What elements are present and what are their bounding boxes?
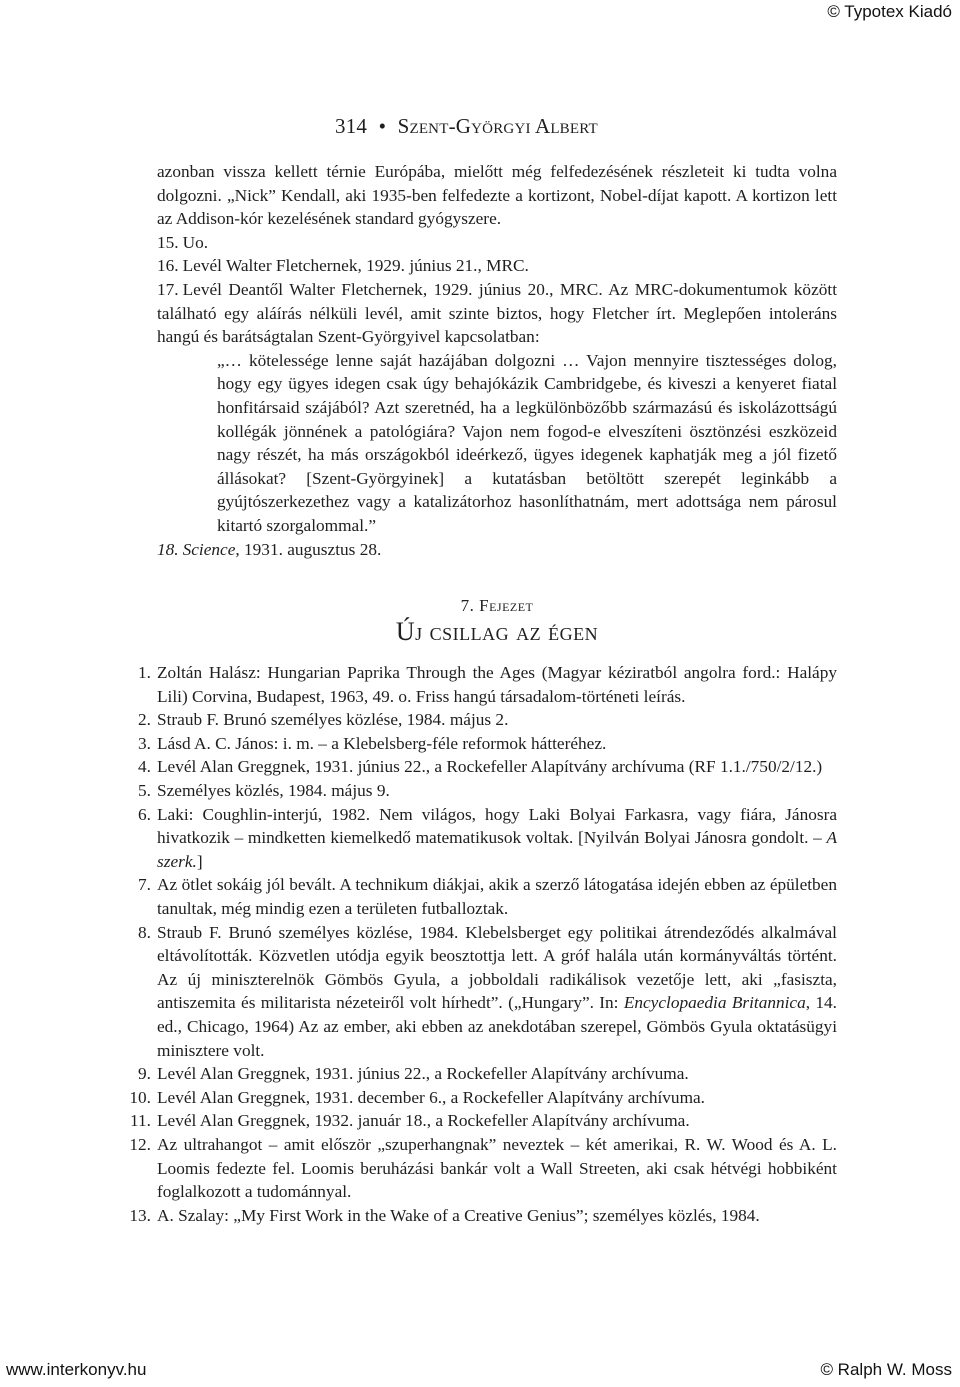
author-copyright: © Ralph W. Moss <box>820 1360 952 1379</box>
note-text: Levél Walter Fletchernek, 1929. június 21., MRC. <box>182 256 529 276</box>
note-italic: A szerk. <box>157 828 837 871</box>
note-text: Levél Alan Greggnek, 1932. január 18., a Rockefeller Alapítvány archívuma. <box>157 1111 690 1131</box>
note-16 <box>157 254 837 278</box>
note-source: Science <box>182 539 236 559</box>
list-item <box>129 1204 837 1228</box>
running-head <box>335 114 598 139</box>
note-number: 16. <box>157 256 179 276</box>
note-17 <box>157 278 837 349</box>
note-text: Straub F. Brunó személyes közlése, 1984. Klebelsberget egy politikai átrendeződés alkalmával eltávolították. Közvetlen utódja egyik beosztottja lett. A gróf halála után kormányváltás történt. Az új miniszterelnök Gömbös Gyula, a jobboldali radikálisok vezetője lett, aki „fasiszta, antiszemita és militarista nézeteiről volt hírhedt”. („Hungary”. In: <box>157 922 837 1013</box>
publisher-watermark: © Typotex Kiadó <box>827 2 952 21</box>
list-item <box>138 661 837 708</box>
block-quote: „… kötelessége lenne saját hazájában dolgozni … Vajon mennyire tisztességes dolog, hogy egy ügyes idegen csak úgy behajókázik Cambridgebe, és kiveszi a kenyeret fiatal honfitársaid szájából? Azt szeretnéd, ha a legkülönbözőbb származású és iskolázottságú kollégák jönnének a patológiára? Vajon nem fogod-e elveszíteni ösztönzési eszközeid nagy részét, ha más országokból ideérkező, ügyes idegenek kaphatják meg a jól fizető állásokat? [Szent-Györgyinek] a kutatásban betöltött szerepét leginkább a gyújtószerkezethez vagy a katalizátorhoz hasonlíthatnám, mert adottsága nem párosul kitartó szorgalommal.” <box>217 350 837 535</box>
chapter-title: Új csillag az égen <box>395 617 599 647</box>
note-15 <box>157 231 837 255</box>
note-text: Laki: Coughlin-interjú, 1982. Nem világos, hogy Laki Bolyai Farkasra, vagy fiára, Jánosra hivatkozik – mindketten kiemelkedő matematikusok voltak. [Nyilván Bolyai Jánosra gondolt. – <box>157 804 837 848</box>
page-body <box>129 160 837 1227</box>
note-number: 7. <box>138 875 151 895</box>
chapter-heading <box>157 595 837 647</box>
list-item <box>138 921 837 1063</box>
list-item <box>138 708 837 732</box>
note-18 <box>157 538 837 562</box>
note-italic: Encyclopaedia Britannica <box>623 993 806 1013</box>
note-text: A. Szalay: „My First Work in the Wake of a Creative Genius”; személyes közlés, 1984. <box>157 1205 760 1225</box>
list-item <box>138 732 837 756</box>
website-link[interactable]: www.interkonyv.hu <box>6 1360 147 1379</box>
note-number: 15. <box>157 232 179 252</box>
note-text: Levél Alan Greggnek, 1931. december 6., a Rockefeller Alapítvány archívuma. <box>157 1087 705 1107</box>
note-text: Levél Alan Greggnek, 1931. június 22., a Rockefeller Alapítvány archívuma (RF 1.1./750/2/12.) <box>157 757 823 777</box>
chapter-number: 7. Fejezet <box>460 596 534 616</box>
list-item <box>138 873 837 920</box>
note-text: Zoltán Halász: Hungarian Paprika Through the Ages (Magyar kéziratból angolra ford.: Halápy Lili) Corvina, Budapest, 1963, 49. o. Friss hangú társadalom-történeti leírás. <box>157 663 837 706</box>
note-number: 11. <box>130 1111 151 1131</box>
note-number: 13. <box>129 1205 151 1225</box>
note-number: 10. <box>129 1087 151 1107</box>
list-item <box>129 1086 837 1110</box>
note-number: 3. <box>138 733 151 753</box>
list-item <box>138 1062 837 1086</box>
note-number: 2. <box>138 710 151 730</box>
previous-chapter-notes <box>157 231 837 278</box>
note-text: Uo. <box>182 232 209 252</box>
note-number: 9. <box>138 1064 151 1084</box>
note-number: 4. <box>138 757 151 777</box>
list-item <box>138 803 837 874</box>
note-text-end: , 14. ed., Chicago, 1964) Az az ember, aki ebben az anekdotában szerepel, Gömbös Gyula oktatásügyi minisztere volt. <box>157 993 837 1060</box>
note-text: Straub F. Brunó személyes közlése, 1984. május 2. <box>157 710 509 730</box>
note-number: 17. <box>157 279 179 299</box>
note-number: 1. <box>138 663 151 683</box>
page-number: 314 <box>335 114 368 138</box>
note-text: Levél Deantől Walter Fletchernek, 1929. június 20., MRC. Az MRC-dokumentumok között található egy aláírás nélküli levél, amit szinte biztos, hogy Fletcher írt. Meglepően intoleráns hangú és barátságtalan Szent-Györgyivel kapcsolatban: <box>157 279 837 347</box>
note-text: Az ultrahangot – amit először „szuperhangnak” neveztek – két amerikai, R. W. Wood és A. L. Loomis fedezte fel. Loomis beruházási bankár volt a Wall Streeten, aki csak hétvégi hobbiként foglalkozott a tudománnyal. <box>157 1134 837 1202</box>
note-number: 6. <box>138 804 151 824</box>
note-number: 8. <box>138 922 151 942</box>
note-text-end: ] <box>196 851 203 871</box>
note-text: Személyes közlés, 1984. május 9. <box>157 781 390 801</box>
note-text: , 1931. augusztus 28. <box>235 539 382 559</box>
note-number: 12. <box>129 1134 151 1154</box>
list-item <box>138 755 837 779</box>
note-text: Lásd A. C. János: i. m. – a Klebelsberg-féle reformok hátteréhez. <box>157 733 607 753</box>
list-item <box>130 1109 837 1133</box>
list-item <box>138 779 837 803</box>
note-text: Az ötlet sokáig jól bevált. A technikum diákjai, akik a szerző látogatása idején ebben az épületben tanultak, még mindig ezen a területen futballoztak. <box>157 875 837 919</box>
chapter-notes-list <box>129 661 837 1227</box>
bullet-separator: • <box>378 114 387 138</box>
note-number: 5. <box>138 781 151 801</box>
note-text: Levél Alan Greggnek, 1931. június 22., a Rockefeller Alapítvány archívuma. <box>157 1064 689 1084</box>
note-number: 18. <box>157 539 179 559</box>
list-item <box>129 1133 837 1204</box>
continuation-paragraph: azonban vissza kellett térnie Európába, mielőtt még felfedezésének részleteit ki tudta volna dolgozni. „Nick” Kendall, aki 1935-ben felfedezte a kortizont, Nobel-díjat kapott. A kortizon lett az Addison-kór kezelésének standard gyógyszere. <box>157 162 837 229</box>
book-title: Szent-Györgyi Albert <box>397 114 598 138</box>
